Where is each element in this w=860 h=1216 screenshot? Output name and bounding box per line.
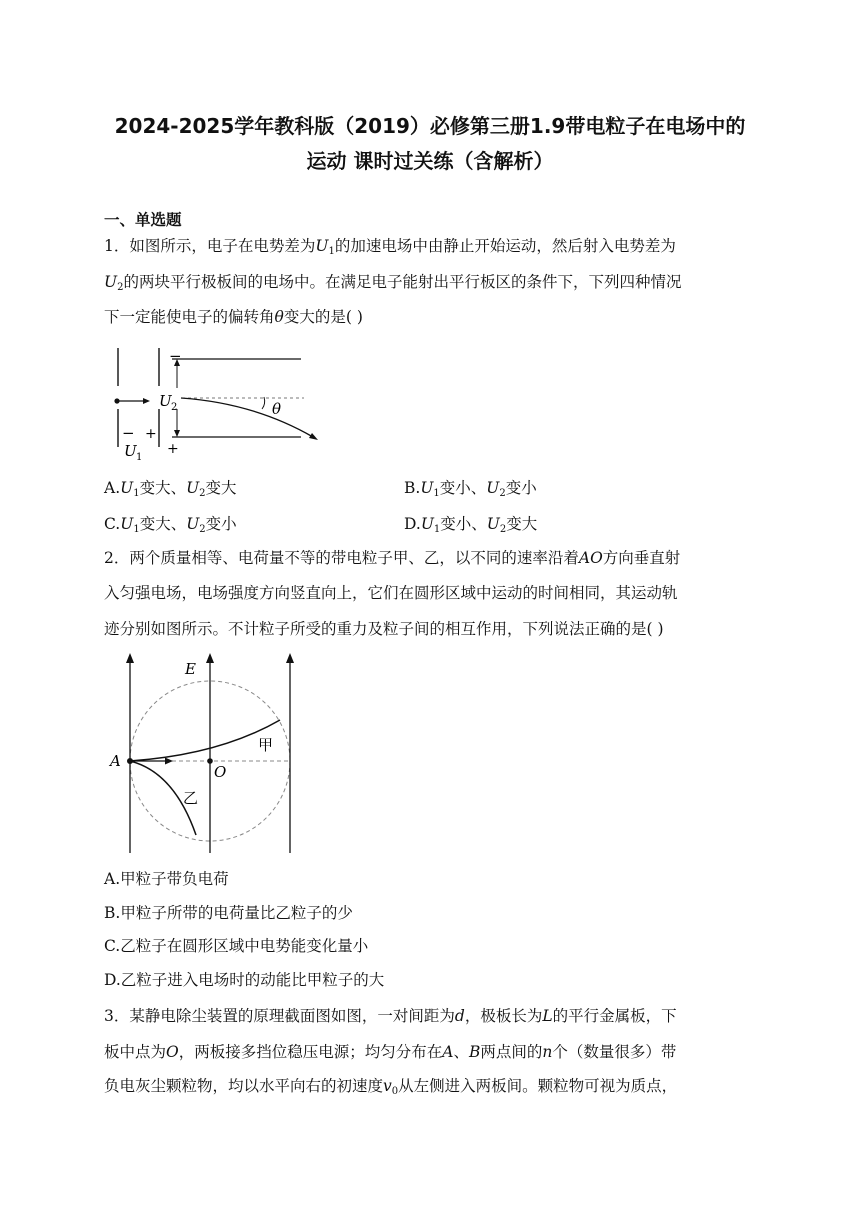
q1-text: 的两块平行极板间的电场中。在满足电子能射出平行板区的条件下，下列四种情况 (123, 273, 682, 291)
q3-stem-line-3 (104, 1076, 677, 1102)
sub-1: 1 (133, 488, 140, 499)
q2-figure (104, 650, 304, 855)
option-text: 变小、 (440, 515, 487, 533)
var-ao: AO (578, 549, 603, 567)
option-text: 变小 (505, 479, 537, 497)
sub-2: 2 (199, 524, 206, 535)
q2-text: 方向垂直射 (602, 549, 681, 567)
sub-2: 2 (499, 488, 506, 499)
var-u: U (486, 479, 500, 497)
q2-option-c[interactable]: C.乙粒子在圆形区域中电势能变化量小 (104, 937, 369, 955)
fig2-label-yi: 乙 (183, 789, 199, 807)
option-label: B. (404, 479, 421, 497)
q2-option-a[interactable]: A.甲粒子带负电荷 (104, 870, 229, 888)
q3-text: 个（数量很多）带 (552, 1043, 677, 1061)
q1-option-c[interactable] (104, 514, 237, 540)
var-u: U (186, 515, 200, 533)
q3-text: 从左侧进入两板间。颗粒物可视为质点， (398, 1077, 678, 1095)
q1-stem-line-2 (104, 272, 681, 298)
option-text: 变大、 (139, 479, 187, 497)
fig1-theta: θ (272, 400, 282, 418)
sub-2: 2 (499, 524, 507, 535)
q1-figure (104, 345, 334, 463)
fig2-label-o: O (214, 763, 227, 781)
q2-stem-line-1 (104, 548, 680, 568)
q2-stem-line-3: 迹分别如图所示。不计粒子所受的重力及粒子间的相互作用，下列说法正确的是( ) (104, 620, 664, 638)
q1-text: 1．如图所示，电子在电势差为 (104, 237, 316, 255)
q3-text: ，两板接多挡位稳压电源；均匀分布在 (178, 1043, 443, 1061)
var-u: U (120, 515, 134, 533)
var-u: U (486, 515, 500, 533)
option-text: 变小 (205, 515, 237, 533)
fig1-plus-bottom: + (167, 441, 179, 457)
var-n: n (542, 1043, 553, 1061)
var-v: v (383, 1077, 392, 1095)
q1-option-b[interactable] (404, 478, 537, 504)
sub-1: 1 (328, 246, 335, 257)
option-text: 变大 (205, 479, 237, 497)
var-u: U (104, 273, 118, 291)
var-d: d (454, 1007, 465, 1025)
fig1-minus-left: − (122, 424, 135, 442)
q2-stem-line-2: 入匀强电场，电场强度方向竖直向上，它们在圆形区域中运动的时间相同，其运动轨 (104, 584, 678, 602)
option-text: 变小、 (439, 479, 487, 497)
sub-1: 1 (433, 524, 441, 535)
fig1-sub-1: 1 (136, 452, 143, 463)
fig2-label-a: A (110, 752, 121, 770)
var-u: U (420, 515, 434, 533)
var-theta: θ (274, 308, 284, 326)
q1-option-a[interactable] (104, 478, 237, 504)
document-title-line-2: 运动 课时过关练（含解析） (306, 149, 554, 173)
fig2-label-e: E (185, 660, 196, 678)
q3-text: 3．某静电除尘装置的原理截面图如图，一对间距为 (104, 1007, 455, 1025)
sub-0: 0 (391, 1086, 399, 1097)
section-heading: 一、单选题 (104, 211, 182, 229)
fig1-plus-left: + (145, 426, 157, 442)
var-a: A (442, 1043, 454, 1061)
fig1-sub-2: 2 (171, 402, 178, 413)
q1-stem-line-3 (104, 307, 363, 327)
q1-option-d[interactable] (404, 514, 537, 540)
option-text: 变大、 (139, 515, 187, 533)
q3-text: 负电灰尘颗粒物，均以水平向右的初速度 (104, 1077, 384, 1095)
q1-text: 下一定能使电子的偏转角 (104, 308, 275, 326)
q3-text: ，极板长为 (464, 1007, 543, 1025)
option-label: D. (404, 515, 421, 533)
q1-text: 变大的是( ) (283, 308, 363, 326)
q1-stem-line-1 (104, 236, 676, 262)
option-label: C. (104, 515, 121, 533)
q2-option-b[interactable]: B.甲粒子所带的电荷量比乙粒子的少 (104, 904, 353, 922)
q3-stem-line-1 (104, 1006, 677, 1026)
document-title-line-1: 2024-2025学年教科版（2019）必修第三册1.9带电粒子在电场中的 (114, 114, 746, 138)
q3-text: 板中点为 (104, 1043, 167, 1061)
var-b: B (468, 1043, 481, 1061)
var-l: L (542, 1007, 553, 1025)
fig1-label-u1: U (124, 442, 137, 460)
sub-2: 2 (199, 488, 206, 499)
q3-text: 两点间的 (480, 1043, 543, 1061)
option-label: A. (104, 479, 121, 497)
fig1-label-u2: U (159, 392, 172, 410)
var-u: U (186, 479, 200, 497)
fig2-label-jia: 甲 (258, 736, 274, 754)
var-o: O (166, 1043, 179, 1061)
option-text: 变大 (506, 515, 538, 533)
q2-option-d[interactable]: D.乙粒子进入电场时的动能比甲粒子的大 (104, 971, 385, 989)
sub-1: 1 (433, 488, 440, 499)
q1-text: 的加速电场中由静止开始运动，然后射入电势差为 (334, 237, 676, 255)
q3-text: 的平行金属板，下 (552, 1007, 677, 1025)
fig1-minus-top: − (169, 347, 182, 365)
var-u: U (120, 479, 134, 497)
q3-stem-line-2 (104, 1042, 676, 1062)
var-u: U (315, 237, 329, 255)
var-u: U (420, 479, 434, 497)
sub-2: 2 (117, 282, 124, 293)
q2-text: 2．两个质量相等、电荷量不等的带电粒子甲、乙，以不同的速率沿着 (104, 549, 579, 567)
q3-text: 、 (453, 1043, 469, 1061)
sub-1: 1 (133, 524, 140, 535)
